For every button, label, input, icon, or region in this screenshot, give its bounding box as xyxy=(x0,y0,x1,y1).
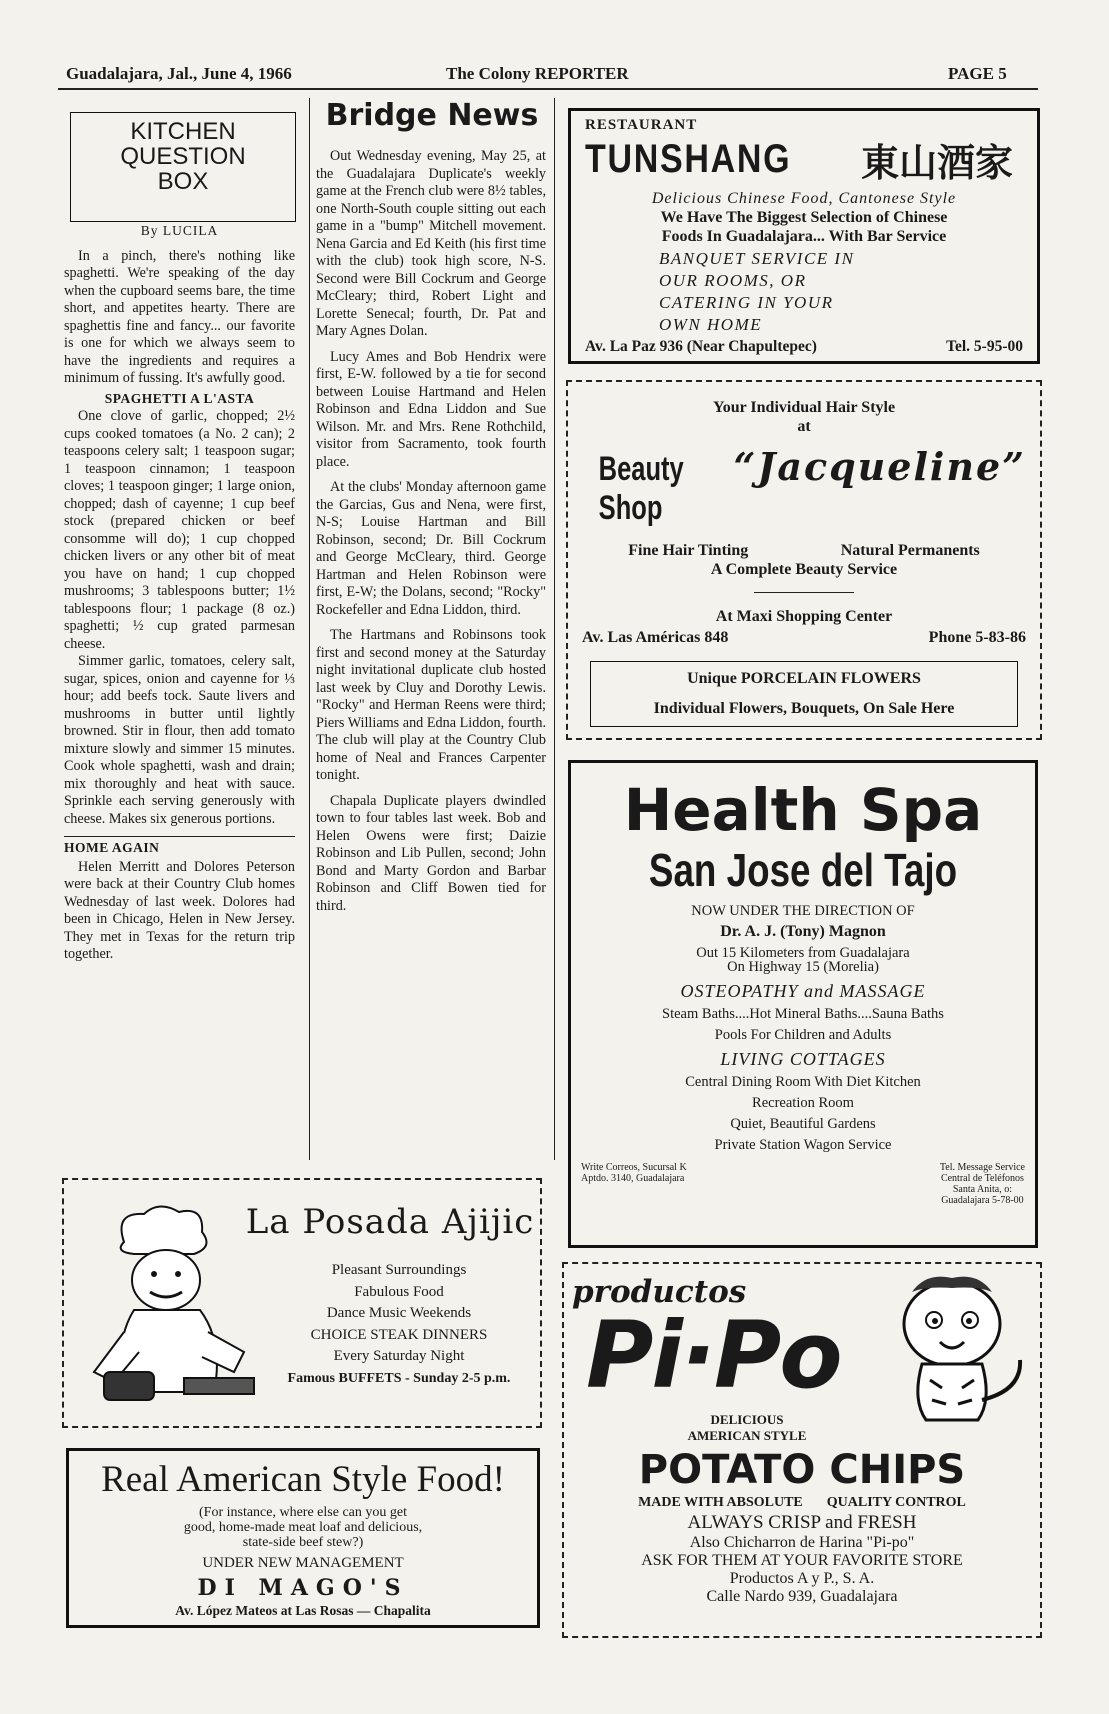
health-spa-ad xyxy=(568,760,1038,1248)
tunshang-line-2: We Have The Biggest Selection of Chinese xyxy=(660,209,948,226)
spa-subtitle: San Jose del Tajo xyxy=(648,844,958,896)
beauty-address: Av. Las Américas 848 xyxy=(582,629,729,646)
posada-line-3: Dance Music Weekends xyxy=(326,1305,472,1321)
bridge-column xyxy=(316,148,546,923)
spa-pools: Pools For Children and Adults xyxy=(714,1027,892,1043)
tunshang-line-3: Foods In Guadalajara... With Bar Service xyxy=(661,228,947,245)
dimago-line-2: good, home-made meat loaf and delicious, xyxy=(183,1520,423,1535)
tunshang-chinese-name: 東山酒家 xyxy=(860,140,1013,185)
bridge-paragraph-2: Lucy Ames and Bob Hendrix were first, E-W. followed by a tie for second between Louise Hartmand and Helen Robinson and Edna Liddon and Sue Wilson. Mr. and Mrs. Rene Rothchild, visitor from Sacramento, took fourth place. xyxy=(316,348,546,470)
bridge-paragraph-1: Out Wednesday evening, May 25, at the Guadalajara Duplicate's weekly game at the French club were 8½ tables, one North-South couple sitting out each game in a "bump" Mitchell movement. Nena Garcia and Ed Keith (his first time with the club) took high score, N-S. Second were Bill Cockrum and George McCleary; third, Robert Light and Lorette Senecal; fourth, Dr. Pat and Mary Agnes Dolan. xyxy=(316,148,546,339)
spa-location-2: On Highway 15 (Morelia) xyxy=(727,959,879,975)
beauty-permanents: Natural Permanents xyxy=(840,542,980,559)
beauty-line-1: Your Individual Hair Style xyxy=(712,399,896,416)
spa-title: Health Spa xyxy=(623,776,983,844)
tiger-mascot-icon xyxy=(882,1270,1032,1430)
page-number: PAGE 5 xyxy=(948,64,1007,83)
kitchen-column xyxy=(64,222,295,972)
posada-name: La Posada Ajijic xyxy=(245,1202,535,1242)
recipe-ingredients: One clove of garlic, chopped; 2½ cups cooked tomatoes (a No. 2 can); 2 teaspoons celery salt; 1 teaspoon sugar; 1 teaspoon cinnamon; 1 teaspoon cloves; 1 teaspoon ginger; 1 large onion, chopped; dash of cayenne; 1 cup beef stock (prepared chicken or beef consomme will do); 1 cup chopped chicken livers or any other bit of meat you have on hand; 1 cup chopped mushrooms; 3 tablespoons butter; 1½ tablespoons flour; 1 package (8 oz.) spaghetti; ½ cup grated parmesan cheese. xyxy=(64,408,295,652)
la-posada-ad xyxy=(62,1178,542,1428)
pipo-brand: Pi·Po xyxy=(586,1302,841,1409)
pipo-american: AMERICAN STYLE xyxy=(687,1428,807,1443)
newspaper-name: The Colony REPORTER xyxy=(446,64,629,83)
header-rule xyxy=(58,88,1038,90)
pipo-potato-chips: POTATO CHIPS xyxy=(638,1447,966,1493)
home-again-title: HOME AGAIN xyxy=(64,840,160,855)
tunshang-address: Av. La Paz 936 (Near Chapultepec) xyxy=(585,338,817,355)
beauty-shop-name: Beauty Shop xyxy=(598,450,684,527)
spa-dining: Central Dining Room With Diet Kitchen xyxy=(685,1074,921,1090)
beauty-phone: Phone 5-83-86 xyxy=(928,629,1026,646)
spa-cottages: LIVING COTTAGES xyxy=(720,1049,886,1069)
spa-baths: Steam Baths....Hot Mineral Baths....Sauna Baths xyxy=(662,1006,944,1022)
pipo-crisp: ALWAYS CRISP and FRESH xyxy=(687,1512,917,1533)
spa-write-1: Write Correos, Sucursal K xyxy=(581,1162,687,1173)
kitchen-title-line-1: KITCHEN xyxy=(130,118,236,145)
dimago-headline: Real American Style Food! xyxy=(101,1459,505,1500)
bridge-paragraph-3: At the clubs' Monday afternoon game the Garcias, Gus and Nena, were first, N-S; Louise Hartman and Bill Robinson, second; Dr. Bill Cockrum and George McCleary, third. George Hartman and Helen Robinson were first, E-W; the Dolans, second; "Rocky" Rockefeller and Edna Liddon, third. xyxy=(316,479,546,618)
posada-line-4: CHOICE STEAK DINNERS xyxy=(310,1326,488,1343)
kitchen-byline: By LUCILA xyxy=(140,223,219,238)
dimago-line-1: (For instance, where else can you get xyxy=(199,1505,407,1520)
kitchen-title-line-2: QUESTION xyxy=(120,143,246,170)
recipe-title: SPAGHETTI A L'ASTA xyxy=(104,390,255,406)
beauty-tinting: Fine Hair Tinting xyxy=(628,542,749,559)
banquet-line-2: OUR ROOMS, OR xyxy=(659,271,807,290)
porcelain-line-1: Unique PORCELAIN FLOWERS xyxy=(687,670,921,687)
di-magos-ad xyxy=(66,1448,540,1628)
bridge-paragraph-4: The Hartmans and Robinsons took first and second money at the Saturday night invitational duplicate club hosted last week by Cluy and Dorothy Lewis. "Rocky" and Herman Reens were third; Piers Williams and Edna Liddon, fourth. The club will play at the Country Club home of Neal and Frances Carpenter tonight. xyxy=(316,627,546,783)
dimago-address: Av. López Mateos at Las Rosas — Chapalita xyxy=(175,1603,431,1618)
spa-doctor: Dr. A. J. (Tony) Magnon xyxy=(720,923,886,940)
pipo-chicharron: Also Chicharron de Harina "Pi-po" xyxy=(689,1534,915,1551)
dimago-name: DI MAGO'S xyxy=(197,1575,409,1601)
beauty-line-2: at xyxy=(797,418,811,435)
bridge-paragraph-5: Chapala Duplicate players dwindled town to four tables last week. Bob and Helen Owens were first; Daizie Robinson and Lib Pullen, second; John Bond and Marty Gordon and Barbar Robinson and Cliff Bowen tied for third. xyxy=(316,792,546,914)
spa-osteopathy: OSTEOPATHY and MASSAGE xyxy=(680,981,926,1001)
recipe-method: Simmer garlic, tomatoes, celery salt, sugar, spices, onion and cayenne for ⅓ hour; add beefs tock. Saute livers and mushrooms in butter until lightly browned. Stir in flour, then add tomato mixture slowly and simmer 15 minutes. Cook whole spaghetti, wash and drain; mix thoroughly and heat with sauce. Sprinkle each serving generously with cheese. Makes six generous portions. xyxy=(64,653,295,827)
pipo-company: Productos A y P., S. A. xyxy=(729,1570,875,1587)
beauty-complete: A Complete Beauty Service xyxy=(710,561,898,578)
pipo-made: MADE WITH ABSOLUTE xyxy=(638,1495,803,1510)
pipo-ad xyxy=(562,1262,1042,1638)
dateline: Guadalajara, Jal., June 4, 1966 xyxy=(66,64,292,83)
beauty-shop-ad xyxy=(566,380,1042,740)
posada-line-2: Fabulous Food xyxy=(354,1283,444,1300)
kitchen-intro: In a pinch, there's nothing like spaghetti. We're speaking of the day when the cupboard seems bare, the time short, and appetites hearty. There are spaghettis fine and fancy... our favorite is one for which we always seem to have the ingredients and requires a minimum of fussing. It's awfully good. xyxy=(64,247,295,386)
posada-line-5: Every Saturday Night xyxy=(333,1348,465,1364)
kitchen-title-box xyxy=(70,112,296,222)
pipo-ask: ASK FOR THEM AT YOUR FAVORITE STORE xyxy=(641,1552,963,1569)
dimago-line-3: state-side beef stew?) xyxy=(242,1535,364,1550)
dimago-management: UNDER NEW MANAGEMENT xyxy=(202,1555,404,1571)
kitchen-title-line-3: BOX xyxy=(157,168,209,195)
column-rule-2 xyxy=(554,98,555,1160)
banquet-line-3: CATERING IN YOUR xyxy=(659,293,834,312)
tunshang-ad xyxy=(568,108,1040,364)
tunshang-label: RESTAURANT xyxy=(585,117,698,133)
home-again-text: Helen Merritt and Dolores Peterson were back at their Country Club homes Wednesday of last week. Dolores had been in Chicago, Helen in New Jersey. They met in Texas for the return trip together. xyxy=(64,858,295,962)
spa-recreation: Recreation Room xyxy=(752,1095,854,1111)
tunshang-name: TUNSHANG xyxy=(585,137,792,181)
spa-tel-1: Tel. Message Service xyxy=(939,1162,1025,1173)
posada-line-6: Famous BUFFETS - Sunday 2-5 p.m. xyxy=(287,1370,511,1386)
porcelain-line-2: Individual Flowers, Bouquets, On Sale Here xyxy=(653,700,955,717)
spa-tel-3: Santa Anita, o: xyxy=(952,1184,1013,1195)
spa-direction: NOW UNDER THE DIRECTION OF xyxy=(691,903,915,919)
pipo-delicious: DELICIOUS xyxy=(710,1412,784,1427)
beauty-center: At Maxi Shopping Center xyxy=(715,608,893,625)
spa-location-1: Out 15 Kilometers from Guadalajara xyxy=(696,945,910,961)
tunshang-tagline: Delicious Chinese Food, Cantonese Style xyxy=(651,190,957,207)
jacqueline-name: “Jacqueline” xyxy=(733,444,1026,489)
banquet-line-1: BANQUET SERVICE IN xyxy=(659,249,855,268)
spa-tel-4: Guadalajara 5-78-00 xyxy=(941,1195,1024,1206)
pipo-productos: productos xyxy=(572,1274,747,1310)
column-rule-1 xyxy=(309,98,310,1160)
pipo-quality: QUALITY CONTROL xyxy=(826,1495,966,1510)
banquet-line-4: OWN HOME xyxy=(659,315,763,334)
pipo-address: Calle Nardo 939, Guadalajara xyxy=(706,1588,898,1605)
posada-line-1: Pleasant Surroundings xyxy=(331,1262,467,1278)
spa-tel-2: Central de Teléfonos xyxy=(940,1173,1024,1184)
spa-write-2: Aptdo. 3140, Guadalajara xyxy=(581,1173,685,1184)
spa-gardens: Quiet, Beautiful Gardens xyxy=(730,1116,876,1132)
bridge-title: Bridge News xyxy=(325,98,539,133)
spa-wagon: Private Station Wagon Service xyxy=(714,1137,892,1153)
tunshang-phone: Tel. 5-95-00 xyxy=(946,338,1023,355)
